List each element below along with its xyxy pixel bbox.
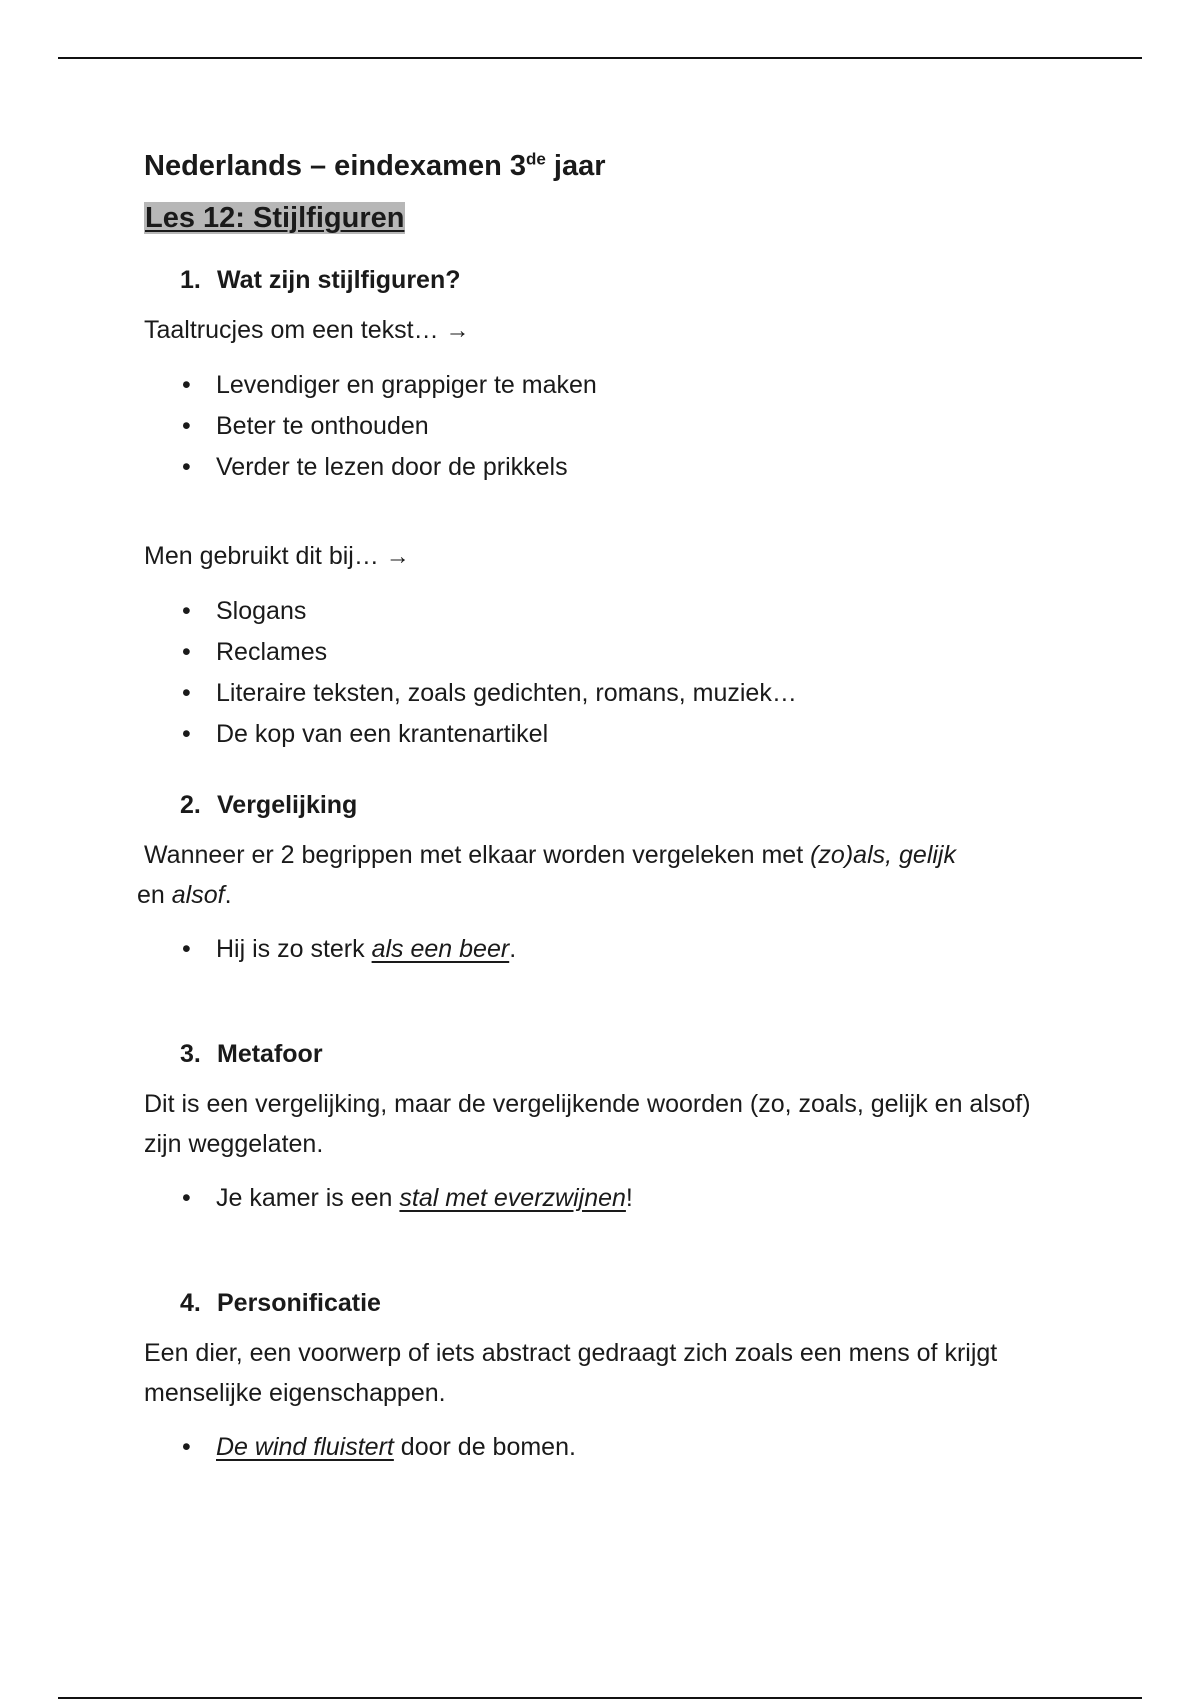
list-item: • Literaire teksten, zoals gedichten, romans, muziek…	[144, 673, 1084, 714]
lesson-heading: Les 12: Stijlfiguren	[145, 202, 405, 234]
bullet-list	[144, 929, 1084, 970]
section-heading: 4. Personificatie	[180, 1289, 381, 1317]
paragraph: Dit is een vergelijking, maar de vergelijkende woorden (zo, zoals, gelijk en alsof) zijn weggelaten.	[144, 1090, 1031, 1158]
bullet-list	[144, 591, 1084, 755]
paragraph: Taaltrucjes om een tekst… →	[144, 316, 470, 344]
list-item: • Slogans	[144, 591, 1084, 632]
section-heading: 3. Metafoor	[180, 1040, 323, 1068]
bullet-list	[144, 365, 1084, 488]
example-item: • De wind fluistert door de bomen.	[144, 1427, 1084, 1468]
bottom-rule	[58, 1697, 1142, 1699]
paragraph: Men gebruikt dit bij… →	[144, 542, 410, 570]
bullet-list	[144, 1178, 1084, 1219]
section-heading: 1. Wat zijn stijlfiguren?	[180, 266, 461, 294]
example-item: • Hij is zo sterk als een beer.	[144, 929, 1084, 970]
list-item: • Reclames	[144, 632, 1084, 673]
paragraph: Een dier, een voorwerp of iets abstract gedraagt zich zoals een mens of krijgt menselijke eigenschappen.	[144, 1339, 998, 1407]
list-item: • De kop van een krantenartikel	[144, 714, 1084, 755]
top-rule	[58, 57, 1142, 59]
section-heading: 2. Vergelijking	[180, 791, 358, 819]
list-item: • Verder te lezen door de prikkels	[144, 447, 1084, 488]
list-item: • Beter te onthouden	[144, 406, 1084, 447]
example-item: • Je kamer is een stal met everzwijnen!	[144, 1178, 1084, 1219]
list-item: • Levendiger en grappiger te maken	[144, 365, 1084, 406]
title-superscript: de	[526, 149, 546, 169]
document-title: Nederlands – eindexamen 3de jaar	[144, 149, 606, 182]
arrow-icon: →	[385, 543, 410, 570]
document-page	[137, 138, 1084, 1468]
paragraph: Wanneer er 2 begrippen met elkaar worden vergeleken met (zo)als, gelijk en alsof.	[137, 841, 956, 909]
bullet-list	[144, 1427, 1084, 1468]
arrow-icon: →	[445, 317, 470, 344]
